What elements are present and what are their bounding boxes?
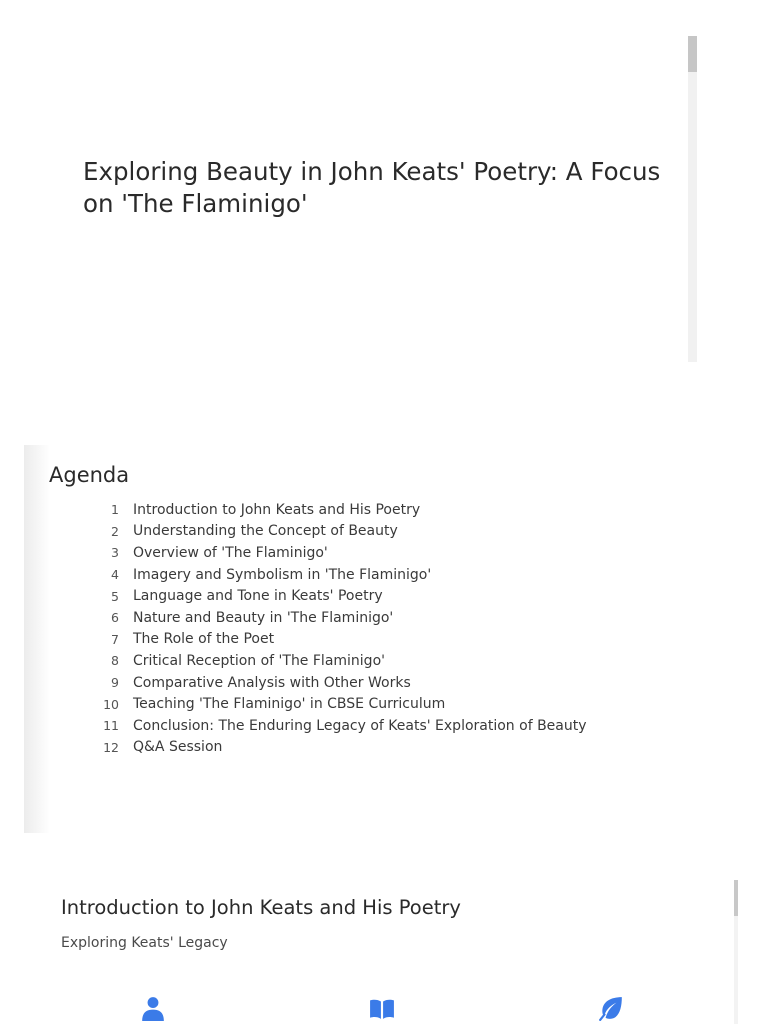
agenda-item: [94, 521, 587, 543]
agenda-item: [94, 542, 587, 564]
slide-scrollbar-thumb[interactable]: [734, 880, 738, 916]
agenda-item-number: 10: [103, 696, 119, 712]
agenda-item-label: Conclusion: The Enduring Legacy of Keats' Exploration of Beauty: [133, 717, 587, 734]
agenda-item-number: 5: [111, 588, 119, 604]
agenda-item-number: 3: [111, 545, 119, 561]
leaf-icon: [598, 995, 624, 1021]
agenda-list: [94, 499, 587, 758]
agenda-item-number: 1: [111, 502, 119, 518]
slide-scrollbar[interactable]: [734, 880, 738, 1024]
slide-edge-shadow: [24, 445, 50, 833]
agenda-item-number: 6: [111, 610, 119, 626]
intro-slide: [30, 880, 738, 1024]
agenda-item-label: Overview of 'The Flaminigo': [133, 544, 328, 561]
slide-scrollbar-thumb[interactable]: [688, 36, 697, 72]
agenda-item-label: Introduction to John Keats and His Poetry: [133, 501, 421, 518]
agenda-item: [94, 629, 587, 651]
agenda-item-number: 9: [111, 675, 119, 691]
agenda-item: [94, 499, 587, 521]
agenda-item-label: Comparative Analysis with Other Works: [133, 674, 411, 691]
agenda-item: [94, 585, 587, 607]
agenda-item-label: Language and Tone in Keats' Poetry: [133, 588, 383, 605]
agenda-item: [94, 693, 587, 715]
agenda-item-label: The Role of the Poet: [133, 631, 275, 648]
agenda-item: [94, 650, 587, 672]
agenda-item-number: 12: [103, 739, 119, 755]
agenda-item-number: 4: [111, 567, 119, 583]
agenda-item-label: Understanding the Concept of Beauty: [133, 523, 398, 540]
agenda-item-label: Critical Reception of 'The Flaminigo': [133, 652, 385, 669]
agenda-item-number: 11: [103, 718, 119, 734]
presentation-title: Exploring Beauty in John Keats' Poetry: A Focus on 'The Flaminigo': [83, 157, 661, 218]
intro-slide-subtitle: Exploring Keats' Legacy: [61, 935, 228, 951]
agenda-item: [94, 564, 587, 586]
agenda-item-number: 7: [111, 631, 119, 647]
title-slide: [0, 0, 697, 362]
user-icon: [140, 995, 166, 1021]
agenda-item-label: Q&A Session: [133, 739, 223, 756]
slide-scrollbar[interactable]: [688, 36, 697, 362]
intro-slide-title: Introduction to John Keats and His Poetry: [61, 896, 461, 919]
book-open-icon: [369, 995, 395, 1021]
agenda-item-number: 8: [111, 653, 119, 669]
agenda-item: [94, 715, 587, 737]
agenda-item-label: Imagery and Symbolism in 'The Flaminigo': [133, 566, 432, 583]
agenda-item-label: Nature and Beauty in 'The Flaminigo': [133, 609, 394, 626]
agenda-slide: [24, 445, 768, 833]
agenda-item-label: Teaching 'The Flaminigo' in CBSE Curriculum: [133, 696, 446, 713]
agenda-item-number: 2: [111, 523, 119, 539]
agenda-item: [94, 672, 587, 694]
agenda-item: [94, 607, 587, 629]
agenda-heading: Agenda: [49, 463, 130, 487]
agenda-item: [94, 737, 587, 759]
